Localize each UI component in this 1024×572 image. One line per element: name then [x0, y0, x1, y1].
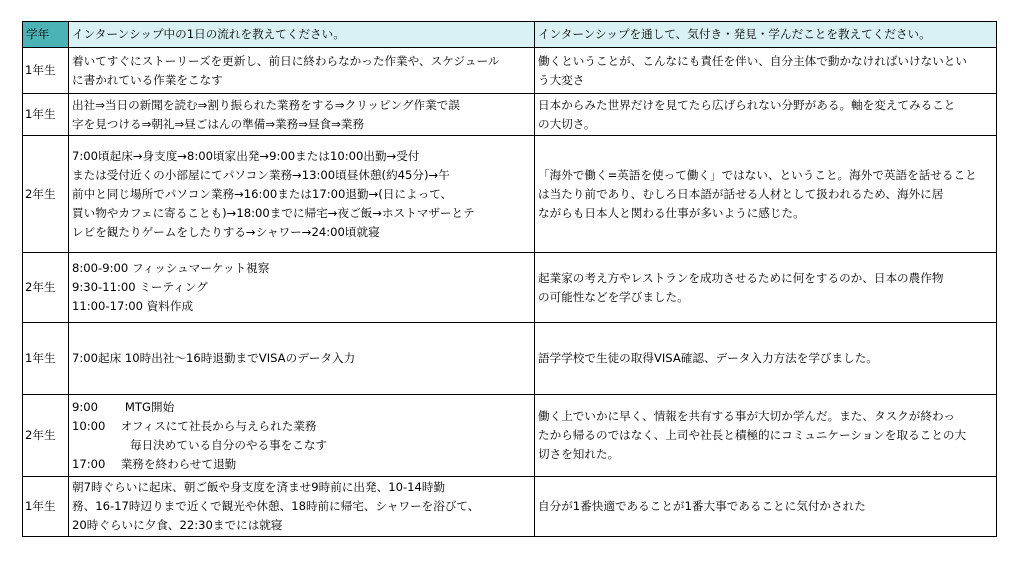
- header-learnings: インターンシップを通して、気付き・発見・学んだことを教えてください。: [535, 22, 997, 48]
- learnings-cell: [535, 395, 997, 477]
- table-row: [23, 323, 997, 395]
- cell-text-line: 語学学校で生徒の取得VISA確認、データ入力方法を学びました。: [538, 351, 878, 365]
- cell-text-line: 20時ぐらいに夕食、22:30までには就寝: [72, 518, 283, 532]
- cell-text-line: 9:00 MTG開始: [72, 399, 175, 414]
- year-cell: 1年生: [23, 94, 69, 136]
- cell-text-line: 務、16-17時辺りまで近くで観光や休憩、18時前に帰宅、シャワーを浴びて、: [72, 499, 480, 513]
- cell-text-line: 日本からみた世界だけを見てたら広げられない分野がある。軸を変えてみること: [538, 97, 956, 112]
- header-daily-flow: インターンシップ中の1日の流れを教えてください。: [69, 22, 535, 48]
- learnings-cell: [535, 323, 997, 395]
- table-row: [23, 477, 997, 537]
- year-cell: 2年生: [23, 136, 69, 253]
- cell-text-line: 10:00 オフィスにて社長から与えられた業務: [72, 418, 317, 433]
- cell-text-line: に書かれている作業をこなす: [72, 72, 223, 87]
- daily-flow-cell: [69, 477, 535, 537]
- cell-text-line: 着いてすぐにストーリーズを更新し、前日に終わらなかった作業や、スケジュール: [72, 53, 500, 68]
- cell-text-line: の可能性などを学びました。: [538, 289, 689, 304]
- table-row: [23, 94, 997, 136]
- year-cell: 1年生: [23, 48, 69, 94]
- cell-text-line: う大変さ: [538, 72, 585, 87]
- cell-text-line: 朝7時ぐらいに起床、朝ご飯や身支度を済ませ9時前に出発、10-14時勤: [72, 480, 446, 494]
- daily-flow-cell: [69, 395, 535, 477]
- daily-flow-cell: [69, 136, 535, 253]
- daily-flow-cell: [69, 94, 535, 136]
- table-row: [23, 253, 997, 323]
- cell-text-line: 11:00-17:00 資料作成: [72, 299, 194, 313]
- table-row: [23, 48, 997, 94]
- table-row: [23, 136, 997, 253]
- cell-text-line: 切さを知れた。: [538, 447, 620, 461]
- cell-text-line: 起業家の考え方やレストランを成功させるために何をするのか、日本の農作物: [538, 270, 944, 285]
- year-cell: 1年生: [23, 477, 69, 537]
- header-year: 学年: [23, 22, 69, 48]
- cell-text-line: たから帰るのではなく、上司や社長と積極的にコミュニケーションを取ることの大: [538, 428, 967, 442]
- cell-text-line: 字を見つける⇒朝礼⇒昼ごはんの準備⇒業務⇒昼食⇒業務: [72, 116, 365, 131]
- cell-text-line: 買い物やカフェに寄ることも)→18:00までに帰宅→夜ご飯→ホストマザーとテ: [72, 205, 475, 220]
- learnings-cell: [535, 477, 997, 537]
- learnings-cell: [535, 136, 997, 253]
- cell-text-line: 17:00 業務を終わらせて退勤: [72, 456, 237, 471]
- daily-flow-cell: [69, 48, 535, 94]
- cell-text-line: 7:00起床 10時出社～16時退勤までVISAのデータ入力: [72, 351, 356, 365]
- learnings-cell: [535, 48, 997, 94]
- table-body: [23, 48, 997, 537]
- year-cell: 2年生: [23, 395, 69, 477]
- learnings-cell: [535, 94, 997, 136]
- cell-text-line: レビを観たりゲームをしたりする→シャワー→24:00頃就寝: [72, 224, 380, 239]
- year-cell: 2年生: [23, 253, 69, 323]
- daily-flow-cell: [69, 253, 535, 323]
- cell-text-line: 8:00-9:00 フィッシュマーケット視察: [72, 261, 270, 275]
- table-row: [23, 395, 997, 477]
- learnings-cell: [535, 253, 997, 323]
- cell-text-line: 自分が1番快適であることが1番大事であることに気付かされた: [538, 499, 866, 513]
- cell-text-line: 「海外で働く=英語を使って働く」ではない、ということ。海外で英語を話せること: [538, 167, 977, 182]
- cell-text-line: 7:00頃起床→身支度→8:00頃家出発→9:00または10:00出勤→受付: [72, 148, 420, 163]
- year-cell: 1年生: [23, 323, 69, 395]
- cell-text-line: 働くということが、こんなにも責任を伴い、自分主体で動かなければいけないとい: [538, 53, 967, 68]
- cell-text-line: 毎日決めている自分のやる事をこなす: [72, 437, 328, 452]
- cell-text-line: の大切さ。: [538, 116, 596, 131]
- internship-table: [22, 21, 997, 537]
- cell-text-line: 働く上でいかに早く、情報を共有する事が大切か学んだ。また、タスクが終わっ: [538, 409, 956, 423]
- cell-text-line: 9:30-11:00 ミーティング: [72, 280, 208, 294]
- cell-text-line: 出社⇒当日の新聞を読む⇒割り振られた業務をする⇒クリッピング作業で誤: [72, 97, 460, 112]
- cell-text-line: ながらも日本人と関わる仕事が多いように感じた。: [538, 205, 805, 220]
- daily-flow-cell: [69, 323, 535, 395]
- cell-text-line: または受付近くの小部屋にてパソコン業務→13:00頃昼休憩(約45分)→午: [72, 167, 450, 182]
- cell-text-line: は当たり前であり、むしろ日本語が話せる人材として扱われるため、海外に居: [538, 186, 944, 201]
- cell-text-line: 前中と同じ場所でパソコン業務→16:00または17:00退勤→(日によって、: [72, 186, 453, 201]
